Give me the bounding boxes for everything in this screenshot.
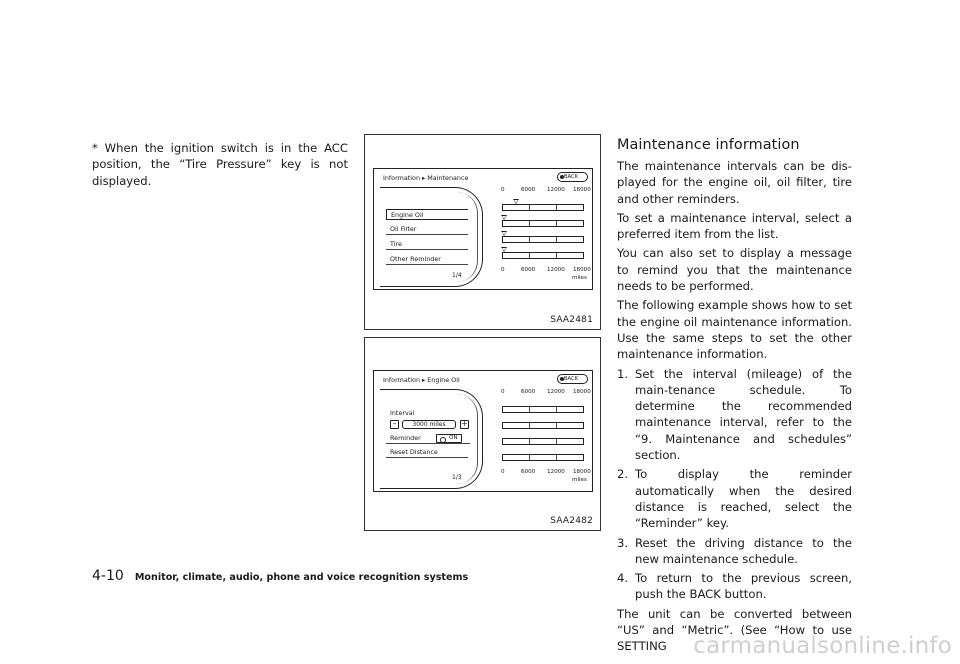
unit-label: miles	[572, 477, 587, 483]
gauge-bar-other-reminder	[502, 252, 584, 259]
step-number: 3.	[617, 535, 629, 550]
gauge-marker	[501, 215, 507, 220]
tick-label: 18000	[573, 389, 591, 395]
step-item	[617, 466, 852, 531]
scale-labels-top	[501, 187, 591, 195]
gauge-bar	[502, 422, 584, 429]
tick-label: 12000	[547, 187, 565, 193]
paragraph: To set a maintenance interval, select a preferred item from the list.	[617, 210, 852, 242]
step-item	[617, 570, 852, 603]
figure-code: SAA2481	[550, 315, 593, 325]
interval-label: Interval	[390, 409, 415, 417]
tick-label: 0	[501, 267, 505, 273]
tick-label: 0	[501, 187, 505, 193]
tick-label: 12000	[547, 469, 565, 475]
tick-label: 6000	[521, 389, 536, 395]
gauge-bar	[502, 454, 584, 461]
reset-distance-item[interactable]: Reset Distance	[386, 447, 468, 458]
step-item	[617, 366, 852, 464]
gauge-marker	[513, 199, 519, 204]
maintenance-section	[617, 137, 852, 658]
gauge-bar-oil-filter	[502, 220, 584, 227]
tick-label: 18000	[573, 187, 591, 193]
step-number: 4.	[617, 571, 629, 586]
tick-label: 0	[501, 469, 505, 475]
reminder-label: Reminder	[390, 434, 421, 442]
reminder-toggle[interactable]: ON	[436, 434, 462, 443]
display-screen	[373, 168, 593, 290]
scale-labels-top	[501, 389, 591, 397]
figure-engine-oil-screen	[364, 337, 601, 531]
reminder-row[interactable]	[386, 433, 470, 444]
menu-panel	[380, 187, 483, 287]
tick-label: 0	[501, 389, 505, 395]
section-title: Maintenance information	[617, 137, 800, 153]
paragraph: The unit can be converted between “US” and “Metric”. (See “How to use SETTING	[617, 606, 852, 654]
decrease-button[interactable]: –	[390, 420, 399, 429]
paragraph: You can also set to display a message to remind you that the maintenance needs to be performed.	[617, 246, 852, 294]
step-item	[617, 535, 852, 568]
page-indicator: 1/3	[452, 474, 462, 481]
display-screen	[373, 370, 593, 492]
gauge-bar	[502, 438, 584, 445]
page-footer	[92, 565, 468, 584]
step-number: 1.	[617, 366, 629, 381]
step-number: 2.	[617, 467, 629, 482]
tick-label: 12000	[547, 267, 565, 273]
gauge-bar-tire	[502, 236, 584, 243]
gauge-marker	[501, 247, 507, 252]
step-text: Reset the driving distance to the new maintenance schedule.	[635, 535, 852, 566]
figure-code: SAA2482	[550, 516, 593, 526]
unit-label: miles	[572, 275, 587, 281]
interval-value: 3000 miles	[402, 420, 456, 429]
screen-title: Information ▸ Maintenance	[383, 174, 469, 182]
footnote-tire-pressure: * When the ignition switch is in the ACC position, the “Tire Pressure” key is not displayed.	[92, 141, 348, 188]
screen-title: Information ▸ Engine Oil	[383, 376, 460, 384]
gauge-bar-engine-oil	[502, 204, 584, 211]
watermark: carmanualsonline.info	[693, 633, 952, 659]
menu-item-other-reminder[interactable]: Other Reminder	[386, 254, 468, 265]
settings-panel	[380, 389, 483, 489]
menu-item-engine-oil[interactable]: Engine Oil	[386, 209, 468, 220]
back-button[interactable]: BACK	[557, 172, 588, 182]
increase-button[interactable]: +	[461, 419, 468, 428]
tick-label: 12000	[547, 389, 565, 395]
back-button[interactable]: BACK	[557, 374, 588, 384]
paragraph: The maintenance intervals can be dis-played for the engine oil, oil filter, tire and other reminders.	[617, 159, 852, 206]
step-text: Set the interval (mileage) of the main-tenance schedule. To determine the recommended maintenance interval, refer to the “9. Maintenance and schedules” section.	[635, 366, 852, 463]
paragraph: The following example shows how to set the engine oil maintenance information. Use the same steps to set the other maintenance information.	[617, 298, 852, 362]
tick-label: 18000	[573, 469, 591, 475]
chapter-title: Monitor, climate, audio, phone and voice recognition systems	[134, 572, 469, 583]
step-text: To return to the previous screen, push the BACK button.	[635, 571, 852, 602]
menu-item-tire[interactable]: Tire	[386, 239, 468, 250]
page-indicator: 1/4	[452, 272, 462, 279]
tick-label: 6000	[521, 267, 536, 273]
gauge-bar	[502, 406, 584, 413]
scale-labels-bottom	[501, 469, 591, 477]
page-number: 4-10	[92, 568, 124, 584]
figure-maintenance-screen	[364, 134, 601, 330]
step-text: To display the reminder automatically when the desired distance is reached, select the “Reminder” key.	[635, 467, 852, 531]
scale-labels-bottom	[501, 267, 591, 275]
gauge-marker	[501, 231, 507, 236]
tick-label: 18000	[573, 267, 591, 273]
menu-item-oil-filter[interactable]: Oil Filter	[386, 224, 468, 235]
tick-label: 6000	[521, 187, 536, 193]
tick-label: 6000	[521, 469, 536, 475]
